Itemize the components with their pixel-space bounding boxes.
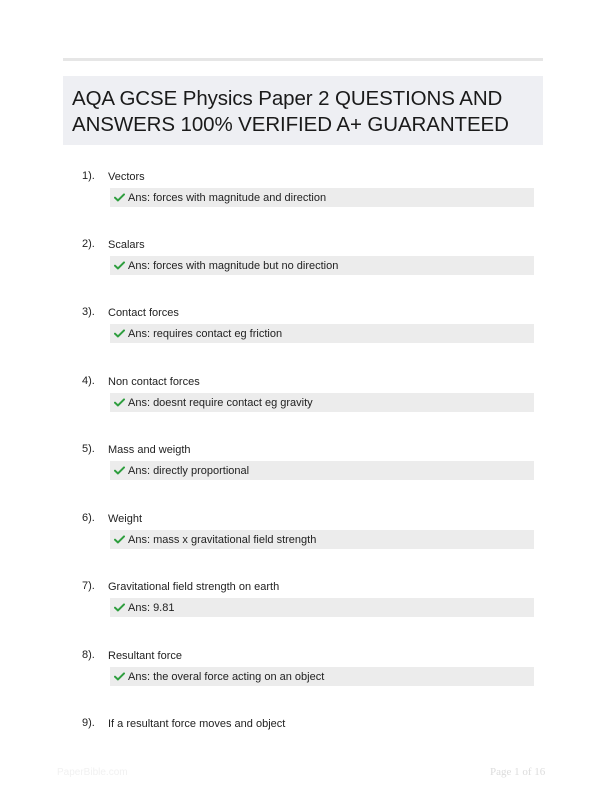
- question-text: Vectors: [108, 171, 145, 183]
- answer-text: Ans: forces with magnitude but no direction: [128, 259, 339, 272]
- answer-box: [110, 530, 534, 549]
- check-icon: [114, 261, 125, 270]
- question-text: Gravitational field strength on earth: [108, 581, 280, 593]
- question-item-8: [0, 648, 606, 708]
- question-text: Weight: [108, 513, 143, 525]
- answer-text: Ans: requires contact eg friction: [128, 327, 283, 340]
- check-icon: [114, 603, 125, 612]
- answer-box: [110, 461, 534, 480]
- question-number: 5).: [82, 443, 95, 455]
- question-text: Contact forces: [108, 307, 179, 319]
- check-icon: [114, 329, 125, 338]
- question-text: Non contact forces: [108, 376, 200, 388]
- question-item-5: [0, 442, 606, 502]
- title-line-2: ANSWERS 100% VERIFIED A+ GUARANTEED: [72, 113, 509, 136]
- question-item-3: [0, 305, 606, 365]
- check-icon: [114, 535, 125, 544]
- question-text: Resultant force: [108, 650, 182, 662]
- top-divider: [63, 58, 543, 61]
- question-number: 4).: [82, 375, 95, 387]
- answer-text: Ans: doesnt require contact eg gravity: [128, 396, 313, 409]
- question-text: Scalars: [108, 239, 145, 251]
- answer-box: [110, 188, 534, 207]
- question-item-1: [0, 169, 606, 229]
- question-item-6: [0, 511, 606, 571]
- question-number: 6).: [82, 512, 95, 524]
- question-number: 3).: [82, 306, 95, 318]
- answer-text: Ans: the overal force acting on an object: [128, 670, 325, 683]
- question-number: 2).: [82, 238, 95, 250]
- check-icon: [114, 466, 125, 475]
- answer-text: Ans: forces with magnitude and direction: [128, 191, 327, 204]
- answer-box: [110, 598, 534, 617]
- answer-text: Ans: directly proportional: [128, 464, 250, 477]
- answer-box: [110, 393, 534, 412]
- question-number: 8).: [82, 649, 95, 661]
- question-item-2: [0, 237, 606, 297]
- answer-text: Ans: mass x gravitational field strength: [128, 533, 317, 546]
- check-icon: [114, 193, 125, 202]
- answer-box: [110, 667, 534, 686]
- answer-box: [110, 324, 534, 343]
- question-number: 1).: [82, 170, 95, 182]
- question-number: 9).: [82, 717, 95, 729]
- question-number: 7).: [82, 580, 95, 592]
- title-line-1: AQA GCSE Physics Paper 2 QUESTIONS AND: [72, 87, 503, 110]
- title-banner: [63, 76, 543, 145]
- answer-box: [110, 256, 534, 275]
- question-text: Mass and weigth: [108, 444, 191, 456]
- answer-text: Ans: 9.81: [128, 601, 175, 614]
- page-title: [72, 86, 535, 138]
- question-item-4: [0, 374, 606, 434]
- check-icon: [114, 398, 125, 407]
- question-text: If a resultant force moves and object: [108, 718, 286, 730]
- footer-watermark: PaperBible.com: [57, 767, 128, 778]
- page-indicator: Page 1 of 16: [490, 766, 546, 778]
- question-item-7: [0, 579, 606, 639]
- check-icon: [114, 672, 125, 681]
